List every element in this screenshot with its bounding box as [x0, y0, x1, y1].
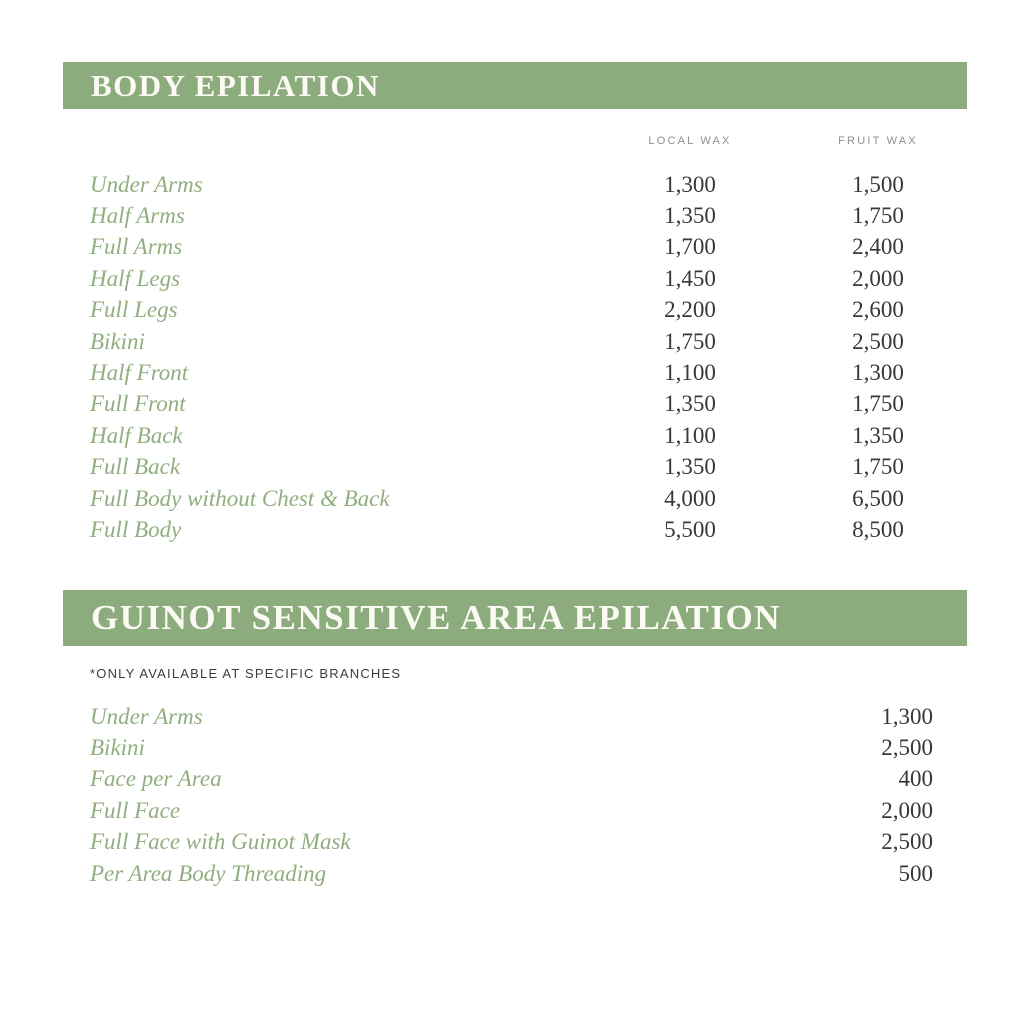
price-local-wax: 1,100	[664, 360, 716, 386]
table-row	[0, 200, 1024, 231]
price-local-wax: 4,000	[664, 485, 716, 511]
service-label: Under Arms	[90, 703, 203, 729]
price-fruit-wax: 2,400	[852, 234, 904, 260]
price-fruit-wax: 1,500	[852, 171, 904, 197]
table-row	[0, 514, 1024, 545]
service-label: Half Arms	[90, 203, 185, 229]
price-local-wax: 1,100	[664, 422, 716, 448]
availability-note: *ONLY AVAILABLE AT SPECIFIC BRANCHES	[90, 666, 402, 681]
table-row	[0, 858, 1024, 889]
table-row	[0, 452, 1024, 483]
table-row	[0, 827, 1024, 858]
service-label: Full Body	[90, 516, 182, 542]
service-label: Bikini	[90, 735, 145, 761]
service-label: Half Back	[90, 422, 183, 448]
price-local-wax: 2,200	[664, 297, 716, 323]
price-local-wax: 1,350	[664, 203, 716, 229]
price-fruit-wax: 1,350	[852, 422, 904, 448]
body-epilation-table	[0, 169, 1024, 546]
section-header-guinot-sensitive-area-epilation	[63, 590, 967, 646]
price: 500	[898, 860, 933, 886]
price-local-wax: 1,350	[664, 454, 716, 480]
price: 2,500	[881, 829, 933, 855]
price-local-wax: 5,500	[664, 516, 716, 542]
price: 2,500	[881, 735, 933, 761]
service-label: Per Area Body Threading	[90, 860, 327, 886]
service-label: Full Front	[90, 391, 186, 417]
price-fruit-wax: 1,750	[852, 203, 904, 229]
price-fruit-wax: 1,750	[852, 391, 904, 417]
table-row	[0, 420, 1024, 451]
service-label: Full Arms	[90, 234, 183, 260]
table-row	[0, 764, 1024, 795]
table-row	[0, 169, 1024, 200]
price: 1,300	[881, 703, 933, 729]
price-local-wax: 1,450	[664, 265, 716, 291]
service-label: Under Arms	[90, 171, 203, 197]
price-local-wax: 1,700	[664, 234, 716, 260]
service-label: Full Back	[90, 454, 181, 480]
price-fruit-wax: 1,750	[852, 454, 904, 480]
price-fruit-wax: 2,600	[852, 297, 904, 323]
service-label: Full Body without Chest & Back	[90, 485, 390, 511]
table-row	[0, 795, 1024, 826]
price-fruit-wax: 6,500	[852, 485, 904, 511]
section-header-body-epilation	[63, 62, 967, 109]
guinot-sensitive-area-table	[0, 701, 1024, 889]
price-local-wax: 1,750	[664, 328, 716, 354]
price: 2,000	[881, 797, 933, 823]
table-row	[0, 295, 1024, 326]
table-row	[0, 263, 1024, 294]
section-title-body-epilation: BODY EPILATION	[91, 67, 380, 103]
service-label: Full Legs	[90, 297, 178, 323]
table-row	[0, 357, 1024, 388]
service-label: Full Face with Guinot Mask	[90, 829, 351, 855]
table-row	[0, 389, 1024, 420]
table-row	[0, 483, 1024, 514]
table-row	[0, 326, 1024, 357]
service-label: Face per Area	[90, 766, 222, 792]
table-row	[0, 701, 1024, 732]
column-header-local-wax: LOCAL WAX	[648, 135, 732, 147]
service-label: Half Legs	[90, 265, 181, 291]
price-local-wax: 1,300	[664, 171, 716, 197]
price-fruit-wax: 2,000	[852, 265, 904, 291]
service-label: Full Face	[90, 797, 181, 823]
section-title-guinot-sensitive-area-epilation: GUINOT SENSITIVE AREA EPILATION	[91, 598, 781, 637]
price: 400	[898, 766, 933, 792]
table-row	[0, 732, 1024, 763]
table-row	[0, 232, 1024, 263]
price-fruit-wax: 1,300	[852, 360, 904, 386]
price-fruit-wax: 8,500	[852, 516, 904, 542]
service-label: Bikini	[90, 328, 145, 354]
price-fruit-wax: 2,500	[852, 328, 904, 354]
column-headers	[0, 135, 1024, 153]
service-label: Half Front	[90, 360, 189, 386]
column-header-fruit-wax: FRUIT WAX	[838, 135, 918, 147]
price-local-wax: 1,350	[664, 391, 716, 417]
